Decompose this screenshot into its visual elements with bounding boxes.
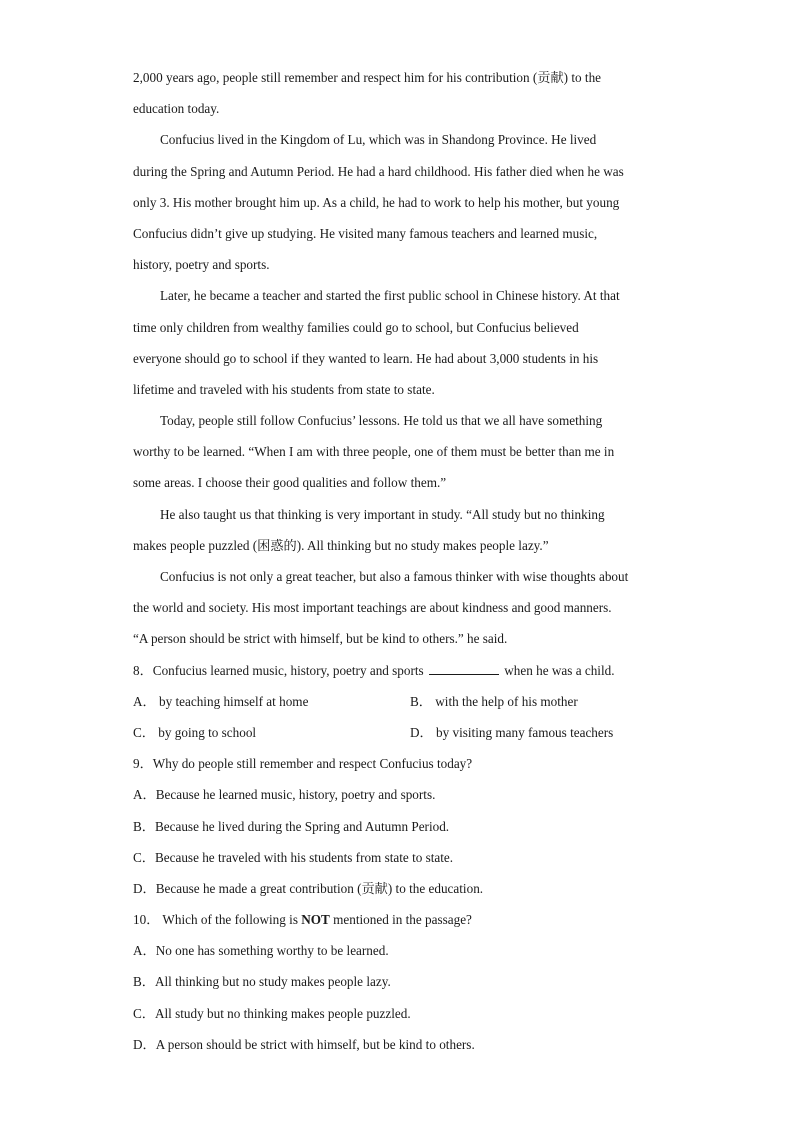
question-stem-before: 8．Confucius learned music, history, poetry and sports [133, 662, 424, 678]
text-line: during the Spring and Autumn Period. He had a hard childhood. His father died when he was [133, 163, 624, 179]
text-line: makes people puzzled (困惑的). All thinking but no study makes people lazy.” [133, 537, 549, 553]
text-line: worthy to be learned. “When I am with three people, one of them must be better than me in [133, 444, 615, 460]
paragraph-childhood [133, 124, 663, 280]
text-line: history, poetry and sports. [133, 257, 270, 273]
question-stem-emphasis: NOT [301, 912, 330, 928]
text-line: Confucius lived in the Kingdom of Lu, which was in Shandong Province. He lived [160, 132, 597, 148]
text-line: some areas. I choose their good qualities and follow them.” [133, 475, 447, 491]
text-line: only 3. His mother brought him up. As a child, he had to work to help his mother, but young [133, 194, 620, 210]
text-line: Confucius is not only a great teacher, but also a famous thinker with wise thoughts about [160, 569, 629, 584]
options-row [133, 686, 663, 717]
answer-blank[interactable] [429, 660, 499, 675]
paragraph-teacher [133, 280, 663, 405]
paragraph-lessons [133, 405, 663, 499]
text-line: “A person should be strict with himself, but be kind to others.” he said. [133, 631, 508, 647]
option-b[interactable]: B．All thinking but no study makes people lazy. [133, 974, 391, 990]
text-line: everyone should go to school if they wanted to learn. He had about 3,000 students in his [133, 350, 599, 366]
question-stem-before: 10． Which of the following is [133, 912, 302, 928]
option-d[interactable]: D． by visiting many famous teachers [410, 724, 614, 740]
option-c[interactable]: C． by going to school [133, 724, 257, 740]
option-a[interactable]: A．No one has something worthy to be learned. [133, 943, 389, 959]
question-stem [133, 655, 663, 686]
text-line: the world and society. His most important teachings are about kindness and good manners. [133, 600, 612, 616]
question-stem-after: when he was a child. [504, 662, 615, 678]
question-9 [133, 748, 663, 904]
option-c[interactable]: C．All study but no thinking makes people puzzled. [133, 1005, 411, 1021]
paragraph-thinker [133, 561, 663, 655]
options-row [133, 717, 663, 748]
text-line: Confucius didn’t give up studying. He visited many famous teachers and learned music, [133, 225, 598, 241]
option-b[interactable]: B．Because he lived during the Spring and Autumn Period. [133, 818, 450, 834]
option-d[interactable]: D．Because he made a great contribution (贡献) to the education. [133, 880, 484, 896]
text-line: education today. [133, 101, 220, 117]
question-stem: 9．Why do people still remember and respect Confucius today? [133, 756, 473, 772]
text-line: He also taught us that thinking is very important in study. “All study but no thinking [160, 506, 605, 522]
paragraph-thinking [133, 499, 663, 561]
question-stem-after: mentioned in the passage? [329, 912, 472, 928]
text-line: lifetime and traveled with his students from state to state. [133, 381, 435, 397]
text-line: Later, he became a teacher and started the first public school in Chinese history. At that [160, 288, 620, 304]
option-b[interactable]: B． with the help of his mother [410, 693, 578, 709]
text-line: time only children from wealthy families could go to school, but Confucius believed [133, 319, 579, 335]
text-line: 2,000 years ago, people still remember and respect him for his contribution (贡献) to the [133, 70, 602, 85]
paragraph-continuation [133, 62, 663, 124]
option-a[interactable]: A．Because he learned music, history, poetry and sports. [133, 787, 436, 803]
option-c[interactable]: C．Because he traveled with his students from state to state. [133, 849, 454, 865]
document-page [133, 62, 663, 1060]
text-line: Today, people still follow Confucius’ lessons. He told us that we all have something [160, 413, 603, 429]
question-10 [133, 904, 663, 1060]
question-8 [133, 655, 663, 749]
option-d[interactable]: D．A person should be strict with himself, but be kind to others. [133, 1036, 475, 1052]
option-a[interactable]: A． by teaching himself at home [133, 693, 309, 709]
question-stem [133, 904, 663, 935]
